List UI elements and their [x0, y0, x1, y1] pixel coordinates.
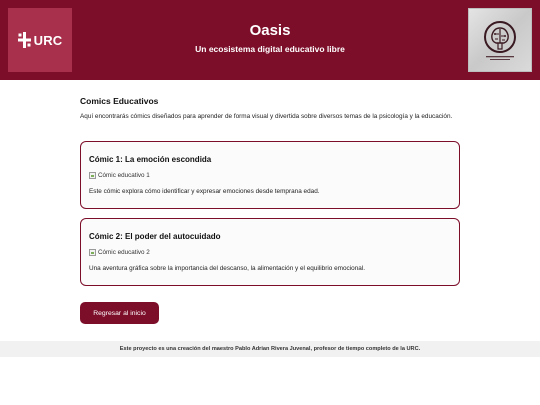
broken-image-icon	[89, 172, 96, 179]
comic-image	[89, 172, 451, 179]
comic-image-alt: Cómic educativo 1	[98, 172, 150, 179]
comic-card	[80, 141, 460, 209]
comic-title: Cómic 1: La emoción escondida	[89, 155, 212, 164]
comic-description: Una aventura gráfica sobre la importancia del descanso, la alimentación y el equilibrio emocional.	[89, 265, 366, 272]
comic-card	[80, 218, 460, 286]
comics-section	[80, 96, 460, 121]
brain-logo	[468, 8, 532, 72]
urc-logo-icon	[18, 32, 31, 48]
brain-circuit-icon	[477, 17, 523, 63]
site-subtitle: Un ecosistema digital educativo libre	[195, 44, 345, 54]
urc-logo-text: URC	[33, 32, 63, 48]
comic-title: Cómic 2: El poder del autocuidado	[89, 232, 221, 241]
comic-image	[89, 249, 451, 256]
broken-image-icon	[89, 249, 96, 256]
urc-logo[interactable]	[8, 8, 72, 72]
section-description: Aquí encontrarás cómics diseñados para aprender de forma visual y divertida sobre diversos temas de la psicología y la educación.	[80, 113, 453, 120]
site-header	[0, 0, 540, 80]
footer-text: Este proyecto es una creación del maestro Pablo Adrian Rivera Juvenal, profesor de tiempo completo de la URC.	[119, 346, 421, 352]
site-title: Oasis	[249, 22, 291, 39]
section-title: Comics Educativos	[80, 96, 159, 106]
comic-image-alt: Cómic educativo 2	[98, 249, 150, 256]
header-titles	[80, 22, 460, 54]
urc-logo-content	[18, 32, 63, 48]
comic-description: Este cómic explora cómo identificar y expresar emociones desde temprana edad.	[89, 188, 320, 195]
back-to-home-button[interactable]: Regresar al inicio	[80, 302, 159, 324]
site-footer	[0, 341, 540, 357]
